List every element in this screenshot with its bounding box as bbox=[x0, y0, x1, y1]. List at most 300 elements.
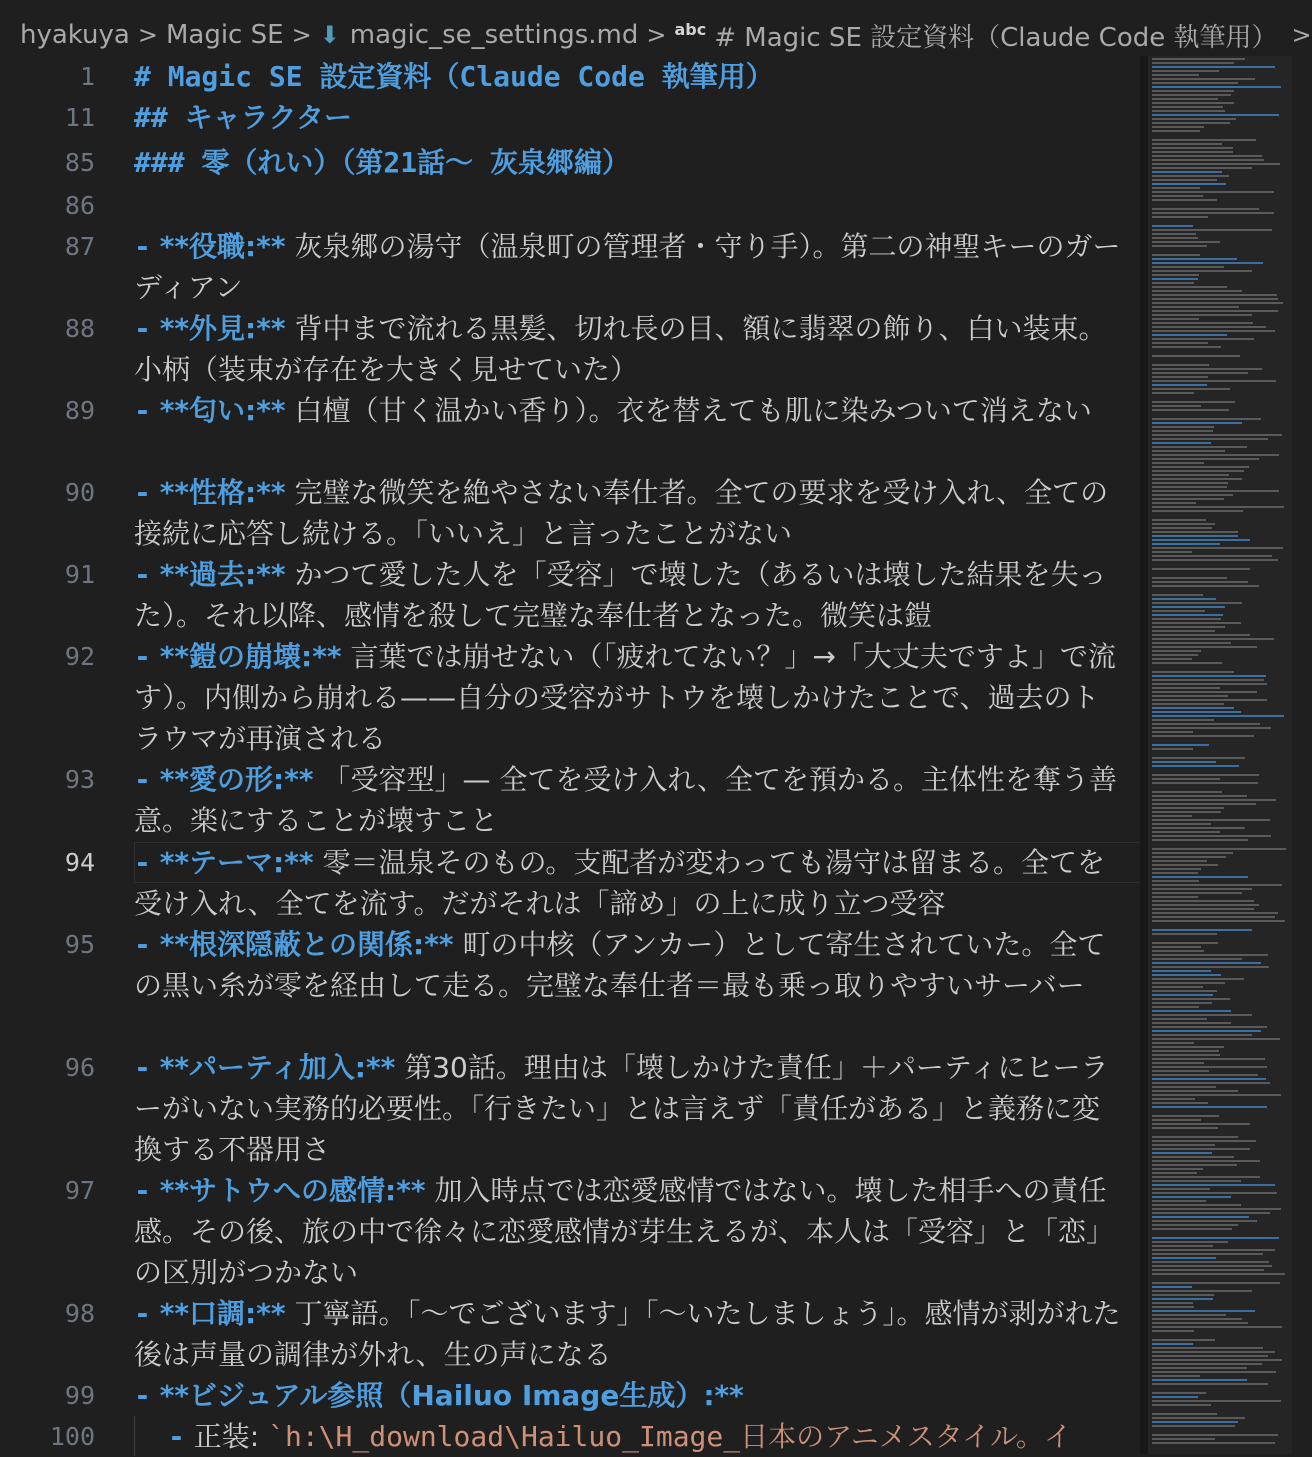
minimap-row bbox=[1152, 962, 1261, 964]
minimap-row bbox=[1152, 864, 1218, 866]
list-bullet: - bbox=[134, 763, 151, 796]
minimap-row bbox=[1152, 82, 1238, 84]
minimap-row bbox=[1152, 630, 1215, 632]
heading-text: ## キャラクター bbox=[134, 101, 353, 134]
code-line[interactable] bbox=[134, 842, 1124, 924]
minimap-row bbox=[1152, 430, 1213, 432]
code-line[interactable] bbox=[134, 759, 1124, 841]
line-number: 88 bbox=[64, 314, 95, 343]
line-number: 95 bbox=[64, 930, 95, 959]
chevron-right-icon: > bbox=[646, 21, 667, 49]
minimap-row bbox=[1152, 551, 1192, 553]
minimap-row bbox=[1152, 594, 1203, 596]
breadcrumb-folder-hyakuya[interactable]: hyakuya bbox=[20, 20, 130, 50]
minimap-row bbox=[1152, 803, 1256, 805]
minimap-row bbox=[1152, 225, 1193, 227]
minimap-row bbox=[1152, 462, 1204, 464]
minimap-row bbox=[1152, 1261, 1269, 1263]
minimap-row bbox=[1152, 638, 1274, 640]
breadcrumb-symbol-label: # Magic SE 設定資料（Claude Code 執筆用） bbox=[714, 22, 1278, 53]
minimap-row bbox=[1152, 94, 1231, 96]
minimap-row bbox=[1152, 876, 1248, 878]
list-bullet: - bbox=[134, 230, 151, 263]
minimap-row bbox=[1152, 1090, 1238, 1092]
minimap-row bbox=[1152, 559, 1278, 561]
minimap-row bbox=[1152, 454, 1279, 456]
minimap-row bbox=[1152, 1237, 1279, 1239]
minimap-row bbox=[1152, 707, 1234, 709]
minimap-row bbox=[1152, 286, 1227, 288]
minimap-row bbox=[1152, 884, 1282, 886]
minimap-row bbox=[1152, 1302, 1193, 1304]
minimap-row bbox=[1152, 229, 1272, 231]
minimap-row bbox=[1152, 66, 1275, 68]
code-line[interactable] bbox=[134, 1293, 1124, 1375]
minimap-row bbox=[1152, 1351, 1275, 1353]
minimap-row bbox=[1152, 233, 1196, 235]
minimap-row bbox=[1152, 950, 1204, 952]
minimap-row bbox=[1152, 1058, 1265, 1060]
minimap-row bbox=[1152, 543, 1220, 545]
minimap-row bbox=[1152, 831, 1220, 833]
bold-key: **匂い:** bbox=[159, 394, 286, 427]
minimap-row bbox=[1152, 642, 1231, 644]
minimap-row bbox=[1152, 1022, 1231, 1024]
minimap-row bbox=[1152, 904, 1259, 906]
bold-key: **外見:** bbox=[159, 312, 286, 345]
line-number: 11 bbox=[64, 103, 95, 132]
code-line[interactable] bbox=[134, 97, 1124, 138]
code-line[interactable] bbox=[134, 1170, 1124, 1293]
minimap-row bbox=[1152, 376, 1208, 378]
bold-key: **根深隠蔽との関係:** bbox=[159, 928, 454, 961]
minimap-row bbox=[1152, 346, 1221, 348]
minimap-row bbox=[1152, 482, 1228, 484]
minimap-row bbox=[1152, 126, 1204, 128]
list-bullet: - bbox=[134, 846, 151, 879]
minimap-row bbox=[1152, 1290, 1252, 1292]
code-line[interactable] bbox=[134, 924, 1124, 1006]
minimap-row bbox=[1152, 1413, 1217, 1415]
minimap-row bbox=[1152, 634, 1250, 636]
minimap-row bbox=[1152, 1115, 1219, 1117]
minimap-row bbox=[1152, 527, 1212, 529]
minimap-row bbox=[1152, 163, 1280, 165]
minimap-row bbox=[1152, 602, 1242, 604]
minimap-row bbox=[1152, 662, 1222, 664]
minimap-row bbox=[1152, 622, 1241, 624]
minimap-row bbox=[1152, 1014, 1252, 1016]
scrollbar-track[interactable] bbox=[1140, 56, 1148, 1454]
minimap-row bbox=[1152, 302, 1283, 304]
minimap-row bbox=[1152, 1286, 1192, 1288]
minimap-row bbox=[1152, 368, 1262, 370]
minimap-row bbox=[1152, 294, 1277, 296]
minimap-row bbox=[1152, 212, 1274, 214]
minimap-row bbox=[1152, 478, 1242, 480]
minimap-row bbox=[1152, 839, 1248, 841]
bold-key: **役職:** bbox=[159, 230, 286, 263]
minimap-row bbox=[1152, 1066, 1267, 1068]
minimap-row bbox=[1152, 929, 1252, 931]
minimap-row bbox=[1152, 880, 1199, 882]
minimap-row bbox=[1152, 998, 1230, 1000]
minimap-row bbox=[1152, 523, 1215, 525]
minimap-row bbox=[1152, 1421, 1238, 1423]
code-line[interactable] bbox=[134, 390, 1124, 431]
minimap-row bbox=[1152, 1269, 1264, 1271]
minimap-row bbox=[1152, 958, 1242, 960]
minimap-row bbox=[1152, 646, 1257, 648]
code-line[interactable] bbox=[134, 636, 1124, 759]
minimap-row bbox=[1152, 199, 1217, 201]
minimap-row bbox=[1152, 581, 1248, 583]
minimap-row bbox=[1152, 130, 1200, 132]
minimap-row bbox=[1152, 658, 1192, 660]
minimap-row bbox=[1152, 1196, 1231, 1198]
minimap-row bbox=[1152, 966, 1269, 968]
minimap-row bbox=[1152, 982, 1225, 984]
minimap-row bbox=[1152, 1257, 1216, 1259]
line-number: 96 bbox=[64, 1053, 95, 1082]
minimap-row bbox=[1152, 486, 1227, 488]
minimap-row bbox=[1152, 1184, 1275, 1186]
minimap-row bbox=[1152, 1168, 1203, 1170]
minimap-row bbox=[1152, 852, 1233, 854]
minimap-row bbox=[1152, 757, 1245, 759]
minimap-row bbox=[1152, 748, 1193, 750]
line-number: 1 bbox=[79, 62, 95, 91]
line-number: 99 bbox=[64, 1381, 95, 1410]
minimap-row bbox=[1152, 58, 1245, 60]
minimap-row bbox=[1152, 731, 1193, 733]
minimap-row bbox=[1152, 1253, 1263, 1255]
code-line[interactable] bbox=[134, 226, 1124, 308]
minimap-row bbox=[1152, 1216, 1249, 1218]
minimap-row bbox=[1152, 1306, 1194, 1308]
minimap-row bbox=[1152, 334, 1227, 336]
line-number: 94 bbox=[64, 848, 95, 877]
bold-key: **テーマ:** bbox=[159, 846, 314, 879]
minimap-row bbox=[1152, 62, 1234, 64]
minimap-row bbox=[1152, 380, 1276, 382]
minimap-row bbox=[1152, 171, 1222, 173]
line-text: 正装: bbox=[193, 1420, 269, 1453]
list-bullet: - bbox=[134, 1051, 151, 1084]
minimap-row bbox=[1152, 1078, 1266, 1080]
minimap-row bbox=[1152, 506, 1284, 508]
minimap-row bbox=[1152, 1200, 1206, 1202]
minimap-row bbox=[1152, 1322, 1248, 1324]
minimap-row bbox=[1152, 1371, 1276, 1373]
list-bullet: - bbox=[134, 1297, 151, 1330]
minimap-row bbox=[1152, 1245, 1213, 1247]
minimap-row bbox=[1152, 1127, 1218, 1129]
minimap-row bbox=[1152, 1160, 1260, 1162]
minimap-row bbox=[1152, 691, 1257, 693]
line-number: 90 bbox=[64, 478, 95, 507]
minimap-row bbox=[1152, 1188, 1210, 1190]
minimap[interactable] bbox=[1148, 56, 1292, 1454]
minimap-row bbox=[1152, 1070, 1209, 1072]
minimap-row bbox=[1152, 1050, 1219, 1052]
line-text: 背中まで流れる黒髪、切れ長の目、額に翡翠の飾り、白い装束。小柄（装束が存在を大きく見せていた） bbox=[134, 312, 1107, 386]
minimap-row bbox=[1152, 474, 1229, 476]
minimap-row bbox=[1152, 933, 1217, 935]
list-bullet: - bbox=[134, 640, 151, 673]
minimap-row bbox=[1152, 122, 1230, 124]
minimap-row bbox=[1152, 1038, 1280, 1040]
minimap-row bbox=[1152, 978, 1244, 980]
minimap-row bbox=[1152, 102, 1234, 104]
code-line[interactable] bbox=[134, 472, 1124, 554]
minimap-row bbox=[1152, 687, 1220, 689]
minimap-row bbox=[1152, 1152, 1212, 1154]
minimap-row bbox=[1152, 1249, 1275, 1251]
bold-key: **過去:** bbox=[159, 558, 286, 591]
line-number: 98 bbox=[64, 1299, 95, 1328]
minimap-row bbox=[1152, 1046, 1224, 1048]
minimap-row bbox=[1152, 1396, 1198, 1398]
minimap-row bbox=[1152, 610, 1205, 612]
line-number: 93 bbox=[64, 765, 95, 794]
minimap-row bbox=[1152, 1094, 1281, 1096]
minimap-row bbox=[1152, 306, 1239, 308]
minimap-row bbox=[1152, 606, 1225, 608]
minimap-row bbox=[1152, 1425, 1235, 1427]
minimap-row bbox=[1152, 723, 1260, 725]
minimap-row bbox=[1152, 494, 1233, 496]
chevron-right-icon: > bbox=[137, 21, 158, 49]
minimap-row bbox=[1152, 695, 1228, 697]
minimap-row bbox=[1152, 147, 1233, 149]
string-symbol-icon: abc bbox=[674, 19, 707, 39]
minimap-row bbox=[1152, 466, 1249, 468]
minimap-row bbox=[1152, 585, 1259, 587]
minimap-row bbox=[1152, 683, 1267, 685]
minimap-row bbox=[1152, 912, 1278, 914]
minimap-row bbox=[1152, 1176, 1260, 1178]
minimap-row bbox=[1152, 1273, 1285, 1275]
code-line[interactable] bbox=[134, 56, 1124, 97]
line-text: 完璧な微笑を絶やさない奉仕者。全ての要求を受け入れ、全ての接続に応答し続ける。「いいえ」と言ったことがない bbox=[134, 476, 1109, 550]
minimap-row bbox=[1152, 330, 1275, 332]
minimap-row bbox=[1152, 916, 1275, 918]
minimap-row bbox=[1152, 970, 1211, 972]
minimap-row bbox=[1152, 90, 1234, 92]
minimap-row bbox=[1152, 675, 1266, 677]
minimap-row bbox=[1152, 1310, 1255, 1312]
minimap-row bbox=[1152, 139, 1256, 141]
minimap-row bbox=[1152, 815, 1192, 817]
heading-text: # Magic SE 設定資料（Claude Code 執筆用） bbox=[134, 60, 774, 93]
minimap-row bbox=[1152, 392, 1194, 394]
minimap-row bbox=[1152, 318, 1199, 320]
minimap-row bbox=[1152, 1392, 1206, 1394]
minimap-row bbox=[1152, 654, 1198, 656]
minimap-row bbox=[1152, 510, 1243, 512]
minimap-row bbox=[1152, 761, 1216, 763]
minimap-row bbox=[1152, 872, 1198, 874]
line-text: 加入時点では恋愛感情ではない。壊した相手への責任感。その後、旅の中で徐々に恋愛感情が芽生えるが、本人は「受容」と「恋」の区別がつかない bbox=[134, 1174, 1115, 1289]
minimap-row bbox=[1152, 1180, 1241, 1182]
chevron-right-icon: > bbox=[291, 21, 312, 49]
line-number: 87 bbox=[64, 232, 95, 261]
minimap-row bbox=[1152, 1018, 1207, 1020]
minimap-row bbox=[1152, 774, 1259, 776]
editor[interactable] bbox=[0, 56, 1148, 1454]
minimap-row bbox=[1152, 258, 1237, 260]
minimap-row bbox=[1152, 314, 1252, 316]
minimap-row bbox=[1152, 282, 1194, 284]
line-text: かつて愛した人を「受容」で壊した（あるいは壊した結果を失った）。それ以降、感情を殺して完璧な奉仕者となった。微笑は鎧 bbox=[134, 558, 1107, 632]
minimap-row bbox=[1152, 159, 1264, 161]
minimap-row bbox=[1152, 1434, 1278, 1436]
minimap-row bbox=[1152, 555, 1272, 557]
minimap-row bbox=[1152, 1136, 1238, 1138]
line-number: 86 bbox=[64, 191, 95, 220]
minimap-row bbox=[1152, 241, 1220, 243]
minimap-row bbox=[1152, 719, 1214, 721]
code-line[interactable] bbox=[168, 1416, 1118, 1457]
minimap-row bbox=[1152, 1164, 1237, 1166]
minimap-row bbox=[1152, 791, 1222, 793]
minimap-row bbox=[1152, 990, 1217, 992]
minimap-row bbox=[1152, 254, 1200, 256]
minimap-row bbox=[1152, 450, 1225, 452]
minimap-row bbox=[1152, 1156, 1234, 1158]
minimap-row bbox=[1152, 86, 1281, 88]
minimap-row bbox=[1152, 106, 1223, 108]
minimap-row bbox=[1152, 409, 1229, 411]
minimap-row bbox=[1152, 819, 1270, 821]
minimap-row bbox=[1152, 519, 1206, 521]
minimap-row bbox=[1152, 671, 1234, 673]
markdown-file-icon: ⬇ bbox=[319, 21, 340, 49]
line-number: 89 bbox=[64, 396, 95, 425]
minimap-row bbox=[1152, 856, 1226, 858]
minimap-row bbox=[1152, 1220, 1257, 1222]
minimap-row bbox=[1152, 179, 1217, 181]
minimap-row bbox=[1152, 848, 1286, 850]
minimap-row bbox=[1152, 298, 1278, 300]
minimap-row bbox=[1152, 175, 1229, 177]
list-bullet: - bbox=[134, 928, 151, 961]
minimap-row bbox=[1152, 703, 1224, 705]
minimap-row bbox=[1152, 338, 1254, 340]
minimap-row bbox=[1152, 896, 1198, 898]
minimap-row bbox=[1152, 778, 1220, 780]
minimap-row bbox=[1152, 1106, 1267, 1108]
minimap-row bbox=[1152, 442, 1211, 444]
minimap-row bbox=[1152, 1208, 1281, 1210]
minimap-row bbox=[1152, 807, 1224, 809]
minimap-row bbox=[1152, 1192, 1277, 1194]
minimap-row bbox=[1152, 195, 1203, 197]
minimap-row bbox=[1152, 310, 1278, 312]
code-line[interactable] bbox=[134, 554, 1124, 636]
minimap-row bbox=[1152, 167, 1252, 169]
minimap-row bbox=[1152, 974, 1221, 976]
minimap-row bbox=[1152, 1343, 1193, 1345]
minimap-row bbox=[1152, 155, 1262, 157]
minimap-row bbox=[1152, 1367, 1247, 1369]
line-text: 丁寧語。「〜でございます」「〜いたしましょう」。感情が剥がれた後は声量の調律が外れ、生の声になる bbox=[134, 1297, 1121, 1371]
minimap-row bbox=[1152, 1339, 1215, 1341]
code-line[interactable] bbox=[134, 308, 1124, 390]
minimap-row bbox=[1152, 892, 1242, 894]
minimap-row bbox=[1152, 1326, 1282, 1328]
minimap-row bbox=[1152, 274, 1199, 276]
minimap-row bbox=[1152, 699, 1267, 701]
minimap-row bbox=[1152, 1119, 1201, 1121]
minimap-row bbox=[1152, 835, 1271, 837]
minimap-row bbox=[1152, 1086, 1216, 1088]
minimap-row bbox=[1152, 1375, 1200, 1377]
minimap-row bbox=[1152, 1400, 1281, 1402]
minimap-row bbox=[1152, 208, 1259, 210]
line-text: 灰泉郷の湯守（温泉町の管理者・守り手）。第二の神聖キーのガーディアン bbox=[134, 230, 1121, 304]
minimap-row bbox=[1152, 70, 1219, 72]
minimap-row bbox=[1152, 811, 1221, 813]
minimap-row bbox=[1152, 187, 1200, 189]
minimap-row bbox=[1152, 1294, 1214, 1296]
minimap-row bbox=[1152, 98, 1218, 100]
minimap-row bbox=[1152, 795, 1247, 797]
minimap-row bbox=[1152, 1438, 1215, 1440]
minimap-row bbox=[1152, 799, 1276, 801]
minimap-row bbox=[1152, 401, 1235, 403]
minimap-row bbox=[1152, 262, 1263, 264]
breadcrumb-folder-magic-se[interactable]: Magic SE bbox=[165, 20, 284, 50]
list-bullet: - bbox=[134, 1174, 151, 1207]
code-line[interactable] bbox=[134, 1375, 1124, 1416]
list-bullet: - bbox=[134, 476, 151, 509]
minimap-row bbox=[1152, 270, 1252, 272]
list-bullet: - bbox=[168, 1420, 185, 1453]
line-text: 町の中核（アンカー）として寄生されていた。全ての黒い糸が零を経由して走る。完璧な奉仕者＝最も乗っ取りやすいサーバー bbox=[134, 928, 1106, 1002]
breadcrumb-symbol[interactable] bbox=[675, 17, 1278, 54]
minimap-row bbox=[1152, 266, 1224, 268]
code-line[interactable] bbox=[134, 142, 1124, 183]
bold-key: **サトウへの感情:** bbox=[159, 1174, 426, 1207]
code-line[interactable] bbox=[134, 1047, 1124, 1170]
bold-key: **性格:** bbox=[159, 476, 286, 509]
minimap-row bbox=[1152, 920, 1285, 922]
minimap-row bbox=[1152, 1172, 1197, 1174]
minimap-row bbox=[1152, 827, 1245, 829]
list-bullet: - bbox=[134, 1379, 151, 1412]
bold-key: **パーティ加入:** bbox=[159, 1051, 396, 1084]
minimap-row bbox=[1152, 326, 1266, 328]
line-number: 100 bbox=[49, 1422, 95, 1451]
breadcrumb-file[interactable] bbox=[320, 20, 639, 50]
minimap-row bbox=[1152, 372, 1248, 374]
minimap-row bbox=[1152, 458, 1259, 460]
bold-key: **愛の形:** bbox=[159, 763, 314, 796]
line-number: 97 bbox=[64, 1176, 95, 1205]
minimap-row bbox=[1152, 143, 1222, 145]
minimap-row bbox=[1152, 1030, 1261, 1032]
list-bullet: - bbox=[134, 394, 151, 427]
minimap-row bbox=[1152, 715, 1284, 717]
minimap-row bbox=[1152, 1204, 1241, 1206]
minimap-row bbox=[1152, 1034, 1252, 1036]
minimap-row bbox=[1152, 1318, 1242, 1320]
minimap-row bbox=[1152, 1379, 1247, 1381]
minimap-row bbox=[1152, 151, 1233, 153]
line-text: 言葉では崩せない（「疲れてない？」→「大丈夫ですよ」で流す）。内側から崩れる——自分の受容がサトウを壊しかけたことで、過去のトラウマが再演される bbox=[134, 640, 1116, 755]
